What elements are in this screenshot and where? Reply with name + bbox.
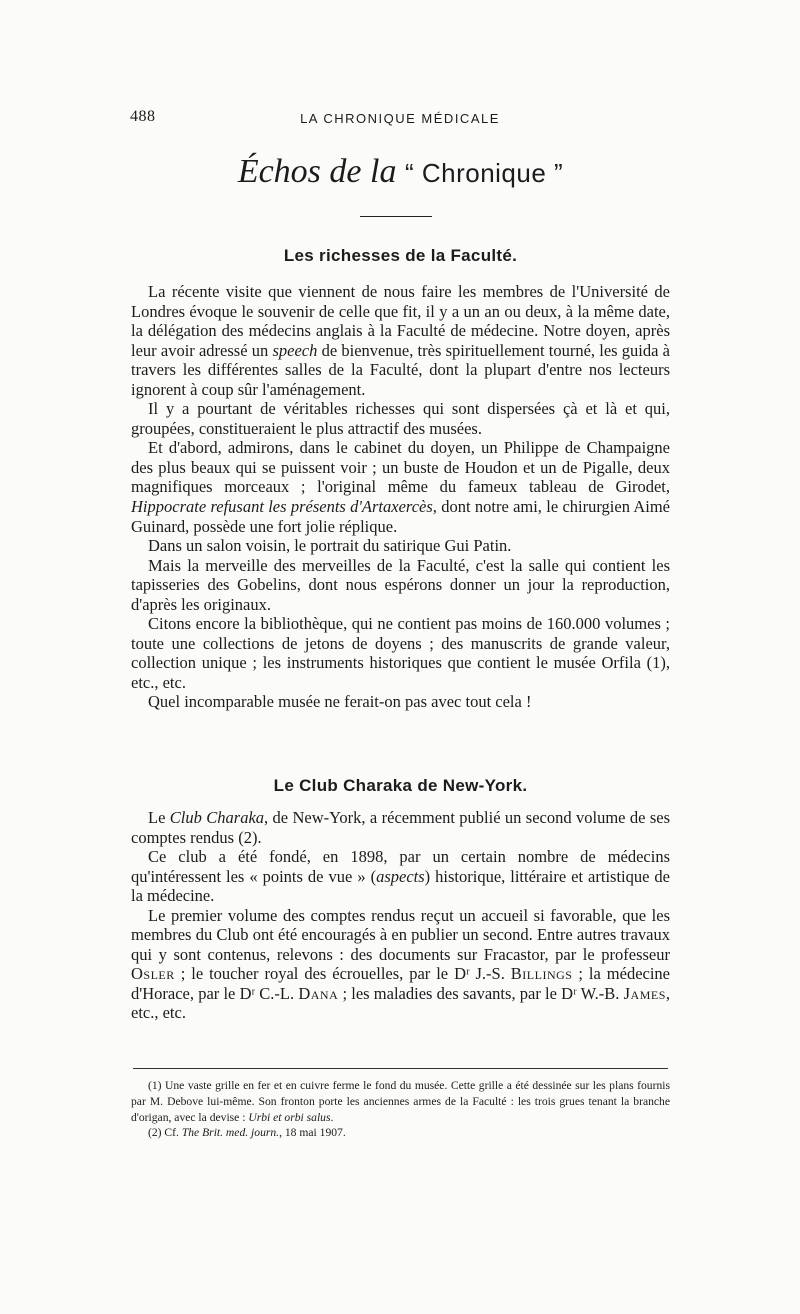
text-run: ; les maladies des savants, par le Dʳ W.-B. (338, 983, 624, 1003)
text-run: , etc., etc. (131, 983, 670, 1023)
author-name: Billings (510, 964, 573, 984)
column-title (131, 153, 670, 191)
motto: Urbi et orbi salus (248, 1110, 331, 1124)
paragraph: Dans un salon voisin, le portrait du satirique Gui Patin. (148, 536, 512, 556)
text-run: (1) Une vaste grille en fer et en cuivre ferme le fond du musée. Cette grille a été dessinée sur les plans fournis par M. Debove lui-même. Son fronton porte les anciennes armes de la Faculté : les trois grues tenant la branche d'origan, avec la devise : (131, 1079, 670, 1124)
text-run: La récente visite que viennent de nous faire les membres de l'Université de Londres évoque le souvenir de celle que fit, il y a un an ou deux, à la même date, la délégation des médecins anglais à la Faculté de médecine. Notre doyen, après leur avoir adressé un (131, 282, 670, 360)
paragraph (131, 906, 670, 1023)
section-richesses (131, 246, 670, 266)
footnote-divider (133, 1068, 668, 1069)
title-divider (360, 216, 432, 217)
author-name: James (623, 983, 666, 1003)
italic-name: Club Charaka (169, 808, 265, 827)
paragraph (131, 438, 670, 536)
section-richesses-body (131, 282, 670, 712)
paragraph (131, 282, 670, 399)
text-run: , dont notre ami, le chirurgien Aimé Guinard, possède une fort jolie réplique. (131, 497, 670, 536)
footnotes (131, 1078, 670, 1141)
paragraph: Mais la merveille des merveilles de la Faculté, c'est la salle qui contient les tapisseries des Gobelins, dont nous espérons donner un jour la reproduction, d'après les originaux. (131, 555, 670, 614)
author-name: Osler (131, 964, 175, 984)
footnote (131, 1078, 670, 1125)
section-charaka-body (131, 808, 670, 1023)
section-heading: Les richesses de la Faculté. (283, 246, 518, 265)
text-run: , de New-York, a récemment publié un second volume de ses comptes rendus (2). (131, 808, 671, 847)
italic-word: aspects (376, 866, 425, 886)
page-number: 488 (130, 108, 156, 125)
text-run: ) historique, littéraire et artistique de la médecine. (131, 866, 671, 906)
text-run: ; la médecine d'Horace, par le Dʳ C.-L. (131, 964, 670, 1003)
running-title: LA CHRONIQUE MÉDICALE (300, 111, 500, 126)
footnote (131, 1125, 670, 1141)
text-run: Le premier volume des comptes rendus reçut un accueil si favorable, que les membres du Club ont été encouragés à en publier un second. Entre autres travaux qui y sont contenus, relevons : des documents sur Fracastor, par le professeur (131, 905, 670, 964)
paragraph (131, 847, 670, 906)
paragraph: Citons encore la bibliothèque, qui ne contient pas moins de 160.000 volumes ; toute une collections de jetons de doyens ; des manuscrits de grande valeur, collection unique ; les instruments historiques que contient le musée Orfila (1), etc., etc. (131, 614, 670, 692)
italic-word: speech (272, 340, 318, 360)
paragraph: Il y a pourtant de véritables richesses qui sont dispersées çà et là et qui, groupées, constitueraient le plus attractif des musées. (131, 399, 670, 438)
column-title-italic: Échos de la (237, 153, 397, 190)
column-title-chronique: “ Chronique ” (404, 158, 564, 188)
text-run: (2) Cf. (148, 1126, 182, 1140)
text-run: de bienvenue, très spirituellement tourné, les guida à travers les différentes salles de la Faculté, dont la plupart d'entre nos lecteurs ignorent à coup sûr l'aménagement. (131, 340, 670, 399)
text-run: , 18 mai 1907. (279, 1126, 346, 1140)
section-heading: Le Club Charaka de New-York. (273, 776, 528, 795)
text-run: Ce club a été fondé, en 1898, par un certain nombre de médecins qu'intéressent les « points de vue » ( (131, 847, 670, 886)
text-run: ; le toucher royal des écrouelles, par le Dʳ J.-S. (174, 964, 511, 984)
author-name: Dana (298, 983, 339, 1003)
text-run: Le (148, 808, 170, 827)
paragraph: Quel incomparable musée ne ferait-on pas avec tout cela ! (148, 692, 532, 712)
text-run: Et d'abord, admirons, dans le cabinet du doyen, un Philippe de Champaigne des plus beaux qui se puissent voir ; un buste de Houdon et un de Pigalle, deux magnifiques morceaux ; l'original même du fameux tableau de Girodet, (131, 438, 670, 497)
journal-title: The Brit. med. journ. (181, 1126, 280, 1140)
artwork-title: Hippocrate refusant les présents d'Artaxercès (131, 497, 433, 517)
section-charaka (131, 776, 670, 796)
paragraph (131, 808, 670, 847)
text-run: . (330, 1110, 334, 1124)
